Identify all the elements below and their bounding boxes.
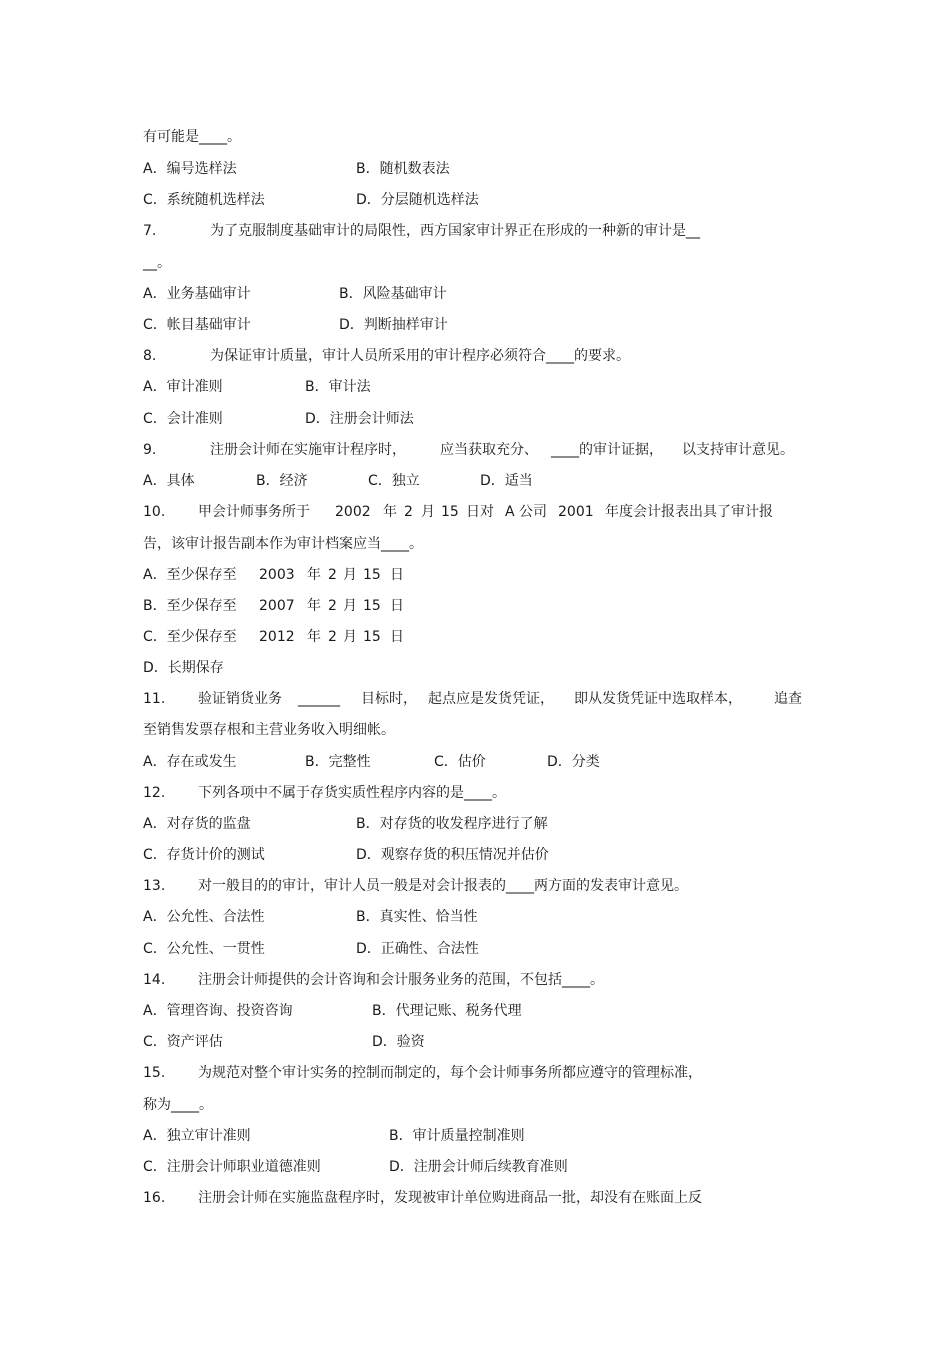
option: D．判断抽样审计 (339, 317, 448, 333)
question-number: 9. (143, 442, 157, 458)
option: A．编号选样法 (143, 161, 237, 177)
text: 日 (390, 629, 404, 645)
text: __。 (143, 255, 171, 271)
option: B．审计质量控制准则 (389, 1128, 525, 1144)
question-text: 日对 (466, 504, 494, 520)
option: D．正确性、合法性 (356, 941, 479, 957)
option: A．审计准则 (143, 379, 223, 395)
question-number: 11. (143, 691, 166, 707)
option: B．至少保存至 (143, 598, 237, 614)
year: 2002 (335, 504, 371, 520)
question-number: 8. (143, 348, 157, 364)
option: C．至少保存至 (143, 629, 237, 645)
option: D．注册会计师后续教育准则 (389, 1159, 568, 1175)
option: C．帐目基础审计 (143, 317, 251, 333)
question-number: 7. (143, 223, 157, 239)
option: B．随机数表法 (356, 161, 450, 177)
option: C．独立 (368, 473, 420, 489)
month: 2 (328, 598, 337, 614)
option: B．完整性 (305, 754, 371, 770)
option: D．验资 (372, 1034, 425, 1050)
year: 2001 (558, 504, 594, 520)
question-number: 12. (143, 785, 166, 801)
question-number: 16. (143, 1190, 166, 1206)
question-text: 目标时， (361, 691, 417, 707)
blank: ______ (298, 691, 340, 707)
option: A．对存货的监盘 (143, 816, 251, 832)
option: A．独立审计准则 (143, 1128, 251, 1144)
option: D．分层随机选样法 (356, 192, 479, 208)
month: 2 (328, 567, 337, 583)
question-text: 以支持审计意见。 (682, 442, 794, 458)
year: 2012 (259, 629, 295, 645)
question-text: 应当获取充分、 (440, 442, 538, 458)
text: 至销售发票存根和主营业务收入明细帐。 (143, 722, 395, 738)
option: D．长期保存 (143, 660, 224, 676)
text: 告，该审计报告副本作为审计档案应当____。 (143, 536, 423, 552)
day: 15 (363, 598, 381, 614)
option: C．公允性、一贯性 (143, 941, 265, 957)
question-text: 月 (421, 504, 435, 520)
question-text: 年 (383, 504, 397, 520)
option: B．风险基础审计 (339, 286, 447, 302)
option: B．代理记账、税务代理 (372, 1003, 522, 1019)
month: 2 (404, 504, 413, 520)
question-number: 13. (143, 878, 166, 894)
option: D．观察存货的积压情况并估价 (356, 847, 549, 863)
option: C．系统随机选样法 (143, 192, 265, 208)
option: C．存货计价的测试 (143, 847, 265, 863)
question-text: 年度会计报表出具了审计报 (605, 504, 773, 520)
text: 月 (343, 598, 357, 614)
year: 2003 (259, 567, 295, 583)
option: B．对存货的收发程序进行了解 (356, 816, 548, 832)
question-text: 验证销货业务 (198, 691, 282, 707)
question-text: 注册会计师在实施审计程序时， (210, 442, 406, 458)
question-text: 即从发货凭证中选取样本， (574, 691, 742, 707)
question-text: 下列各项中不属于存货实质性程序内容的是____。 (198, 785, 506, 801)
option: A．至少保存至 (143, 567, 237, 583)
text: 月 (343, 629, 357, 645)
text: 年 (307, 598, 321, 614)
text: 日 (390, 598, 404, 614)
option: A．管理咨询、投资咨询 (143, 1003, 293, 1019)
option: B．真实性、恰当性 (356, 909, 478, 925)
option: A．业务基础审计 (143, 286, 251, 302)
option: A．存在或发生 (143, 754, 237, 770)
question-text: 注册会计师在实施监盘程序时，发现被审计单位购进商品一批，却没有在账面上反 (198, 1190, 702, 1206)
month: 2 (328, 629, 337, 645)
question-text: 为规范对整个审计实务的控制而制定的，每个会计师事务所都应遵守的管理标准， (198, 1065, 702, 1081)
option: C．会计准则 (143, 411, 223, 427)
day: 15 (363, 629, 381, 645)
question-text: ____的审计证据， (551, 442, 663, 458)
question-text: 注册会计师提供的会计咨询和会计服务业务的范围，不包括____。 (198, 972, 604, 988)
question-text: 起点应是发货凭证， (428, 691, 554, 707)
text: 年 (307, 567, 321, 583)
question-text: 追查 (774, 691, 802, 707)
option: A．具体 (143, 473, 195, 489)
question-text: 甲会计师事务所于 (198, 504, 310, 520)
option: B．审计法 (305, 379, 371, 395)
option: D．适当 (480, 473, 533, 489)
option: D．分类 (547, 754, 600, 770)
text: 月 (343, 567, 357, 583)
question-text: A 公司 (505, 504, 548, 520)
question-number: 14. (143, 972, 166, 988)
option: C．资产评估 (143, 1034, 223, 1050)
option: C．注册会计师职业道德准则 (143, 1159, 321, 1175)
option: B．经济 (256, 473, 308, 489)
question-text: 为保证审计质量，审计人员所采用的审计程序必须符合____的要求。 (210, 348, 630, 364)
day: 15 (441, 504, 459, 520)
option: C．估价 (434, 754, 486, 770)
text: 有可能是____。 (143, 129, 241, 145)
text: 年 (307, 629, 321, 645)
question-text: 对一般目的的审计，审计人员一般是对会计报表的____两方面的发表审计意见。 (198, 878, 688, 894)
question-number: 15. (143, 1065, 166, 1081)
option: D．注册会计师法 (305, 411, 414, 427)
day: 15 (363, 567, 381, 583)
text: 日 (390, 567, 404, 583)
year: 2007 (259, 598, 295, 614)
question-text: 为了克服制度基础审计的局限性，西方国家审计界正在形成的一种新的审计是__ (210, 223, 700, 239)
question-number: 10. (143, 504, 166, 520)
option: A．公允性、合法性 (143, 909, 265, 925)
text: 称为____。 (143, 1097, 213, 1113)
